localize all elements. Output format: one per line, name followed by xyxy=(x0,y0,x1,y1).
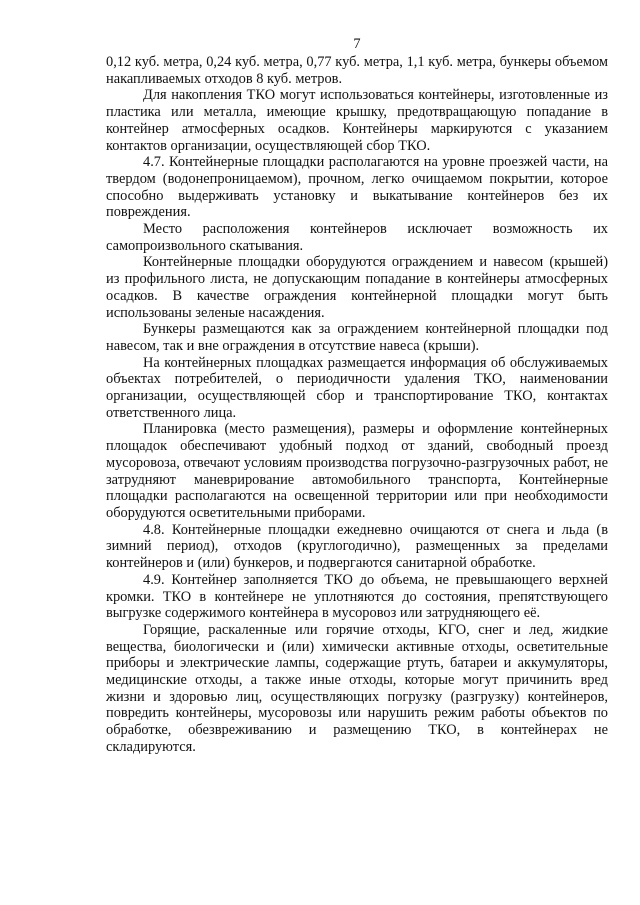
paragraph-prohibited-waste: Горящие, раскаленные или горячие отходы, КГО, снег и лед, жидкие вещества, биологически и (или) химически активные отходы, осветительные приборы и электрические лампы, содержащие ртуть, батареи и аккумуляторы, медицинские отходы, а также иные отходы, которые могут причинить вред жизни и здоровью лиц, осуществляющих погрузку (разгрузку) контейнеров, повредить контейнеры, мусоровозы или нарушить режим работы объектов по обработке, обезвреживанию и размещению ТКО, в контейнерах не складируются. xyxy=(106,621,608,755)
paragraph-site-layout: Планировка (место размещения), размеры и оформление контейнерных площадок обеспечивают удобный подход от зданий, свободный проезд мусоровоза, отвечают условиям производства погрузочно-разгрузочных работ, не затрудняют маневрирование автомобильного транспорта, Контейнерные площадки располагаются на освещенной территории или при необходимости оборудуются осветительными приборами. xyxy=(106,421,608,521)
paragraph-section-4-8: 4.8. Контейнерные площадки ежедневно очищаются от снега и льда (в зимний период), отходов (круглогодично), размещенных за пределами контейнеров и (или) бункеров, и подвергаются санитарной обработке. xyxy=(106,521,608,572)
page-number: 7 xyxy=(353,36,361,52)
document-page xyxy=(106,36,608,756)
paragraph-site-information: На контейнерных площадках размещается информация об обслуживаемых объектах потребителей, о периодичности удаления ТКО, наименовании организации, осуществляющей сбор и транспортирование ТКО, контактах ответственного лица. xyxy=(106,354,608,421)
paragraph-fencing-canopy: Контейнерные площадки оборудуются ограждением и навесом (крышей) из профильного листа, не допускающим попадание в контейнеры атмосферных осадков. В качестве ограждения контейнерной площадки могут быть использованы зеленые насаждения. xyxy=(106,254,608,321)
paragraph-bunkers: Бункеры размещаются как за ограждением контейнерной площадки под навесом, так и вне ограждения в отсутствие навеса (крыши). xyxy=(106,321,608,354)
paragraph-container-volumes: 0,12 куб. метра, 0,24 куб. метра, 0,77 куб. метра, 1,1 куб. метра, бункеры объемом накапливаемых отходов 8 куб. метров. xyxy=(106,54,608,87)
paragraph-section-4-7: 4.7. Контейнерные площадки располагаются на уровне проезжей части, на твердом (водонепроницаемом), прочном, легко очищаемом покрытии, которое способно выдерживать установку и выкатывание контейнеров без их повреждения. xyxy=(106,154,608,221)
paragraph-section-4-9: 4.9. Контейнер заполняется ТКО до объема, не превышающего верхней кромки. ТКО в контейнере не уплотняются до состояния, препятствующего выгрузке содержимого контейнера в мусоровоз или затрудняющего её. xyxy=(106,571,608,622)
paragraph-container-placement: Место расположения контейнеров исключает возможность их самопроизвольного скатывания. xyxy=(106,221,608,254)
paragraph-container-materials: Для накопления ТКО могут использоваться контейнеры, изготовленные из пластика или металла, имеющие крышку, предотвращающую попадание в контейнер атмосферных осадков. Контейнеры маркируются с указанием контактов организации, осуществляющей сбор ТКО. xyxy=(106,87,608,154)
